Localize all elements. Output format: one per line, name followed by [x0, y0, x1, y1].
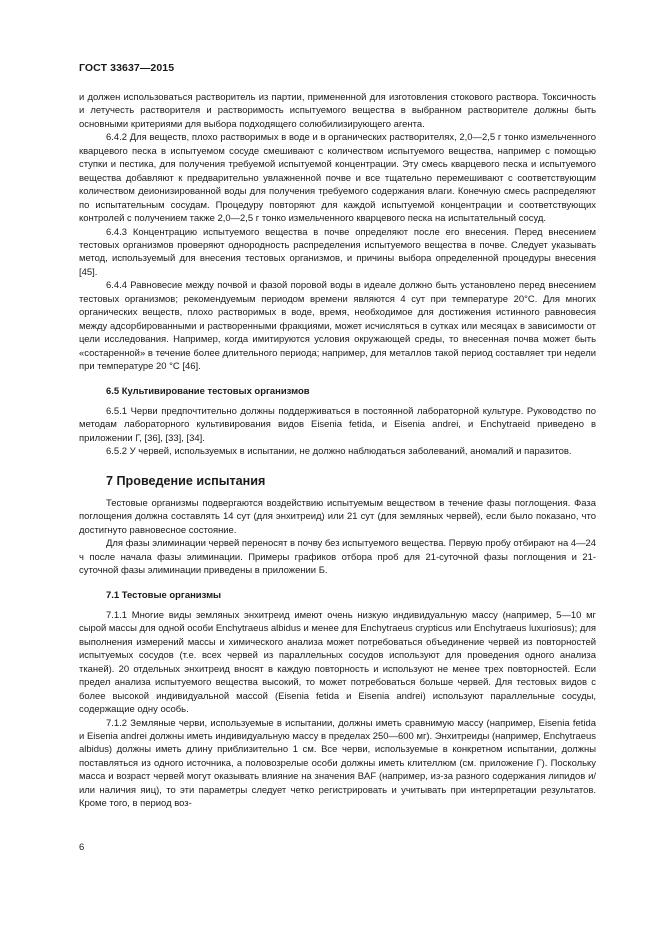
- paragraph-6-4-2: 6.4.2 Для веществ, плохо растворимых в воде и в органических растворителях, 2,0—2,5 г тонко измельченного кварцевого песка в испытуемом сосуде смешивают с количеством испытуемого вещества, например с помощью ступки и пестика, для получения требуемой испытуемой концентрации. Эту смесь кварцевого песка и испытуемого вещества добавляют к предварительно увлажненной почве и все тщательно перемешивают с соответствующим количеством деионизированной воды для получения требуемого содержания влаги. Конечную смесь распределяют по испытательным сосудам. Процедуру повторяют для каждой испытуемой концентрации и соответствующих контролей с получением также 2,0—2,5 г тонко измельченного кварцевого песка на испытательный сосуд.: [79, 132, 596, 225]
- heading-7-1: 7.1 Тестовые организмы: [106, 589, 222, 601]
- page-number: 6: [79, 842, 85, 853]
- document-code: ГОСТ 33637—2015: [79, 62, 175, 74]
- page-body: [79, 91, 596, 811]
- paragraph-7-a: Тестовые организмы подвергаются воздействию испытуемым веществом в течение фазы поглощения. Фаза поглощения должна составлять 14 сут (для энхитреид) или 21 сут (для земляных червей), если было показано, что достигнуто равновесное состояние.: [79, 497, 596, 536]
- paragraph-6-4-3: 6.4.3 Концентрацию испытуемого вещества в почве определяют после его внесения. Перед внесением тестовых организмов проверяют однородность распределения испытуемого вещества в почве. Следует указывать метод, используемый для внесения тестовых организмов, и причины выбора определенной процедуры внесения [45].: [79, 226, 596, 278]
- paragraph-intro: и должен использоваться растворитель из партии, примененной для изготовления стокового раствора. Токсичность и летучесть растворителя и растворимость испытуемого вещества в выбранном растворителе должны быть основными критериями для выбора подходящего солюбилизирующего агента.: [79, 92, 596, 130]
- paragraph-6-4-4: 6.4.4 Равновесие между почвой и фазой поровой воды в идеале должно быть установлено перед внесением тестовых организмов; рекомендуемым периодом времени являются 4 сут при температуре 20°С. Для многих органических веществ, плохо растворимых в воде, время, необходимое для достижения истинного равновесия между адсорбированными и растворенными фракциями, может исчисляться в сутках или месяцах в зависимости от цели исследования. Например, когда имитируются условия окружающей среды, то внесенная почва может быть «состаренной» в течение более длительного периода; например, для металлов такой период составляет три недели при температуре 20 °С [46].: [79, 280, 596, 373]
- paragraph-7-1-2: 7.1.2 Земляные черви, используемые в испытании, должны иметь сравнимую массу (например, Eisenia fetida и Eisenia andrei должны иметь индивидуальную массу в пределах 250—600 мг). Энхитреиды (например, Enchytraeus albidus) должны иметь длину приблизительно 1 см. Все черви, используемые в конкретном испытании, должны поставляться из одного источника, а половозрелые особи должны иметь клителлюм (см. приложение Г). Поскольку масса и возраст червей могут оказывать влияние на значения BAF (например, из-за разного содержания липидов и/или наличия яиц), то эти параметры следует четко регистрировать и учитывать при интерпретации результатов. Кроме того, в период воз-: [79, 717, 596, 810]
- paragraph-6-5-2: 6.5.2 У червей, используемых в испытании, не должно наблюдаться заболеваний, аномалий и паразитов.: [106, 446, 572, 458]
- paragraph-6-5-1: 6.5.1 Черви предпочтительно должны поддерживаться в постоянной лабораторной культуре. Руководство по методам лабораторного культивирования видов Eisenia fetida, и Eisenia andrei, и Enchytraeid приведено в приложении Г, [36], [33], [34].: [79, 405, 596, 444]
- heading-6-5: 6.5 Культивирование тестовых организмов: [106, 385, 310, 397]
- paragraph-7-1-1: 7.1.1 Многие виды земляных энхитреид имеют очень низкую индивидуальную массу (например, 5—10 мг сырой массы для одной особи Enchytraeus albidus и менее для Enchytraeus crypticus или Enchytraeus luxuriosus); для выполнения измерений массы и химического анализа может потребоваться объединение червей из повторностей испытуемых сосудов (т.е. всех червей из параллельных сосудов используют для проведения одного анализа тканей). 20 отдельных энхитреид вносят в каждую повторность и используют не менее трех повторностей. Если предел анализа испытуемого вещества высокий, то может потребоваться больше червей. Для тестовых видов с более высокой индивидуальной массой (Eisenia fetida и Eisenia andrei) используют параллельные сосуды, содержащие одну особь.: [79, 609, 596, 716]
- paragraph-7-b: Для фазы элиминации червей переносят в почву без испытуемого вещества. Первую пробу отбирают на 4—24 ч после начала фазы элиминации. Примеры графиков отбора проб для 21-суточной фазы поглощения и 21-суточной фазы элиминации приведены в приложении Б.: [79, 538, 596, 577]
- heading-7: 7 Проведение испытания: [106, 473, 266, 488]
